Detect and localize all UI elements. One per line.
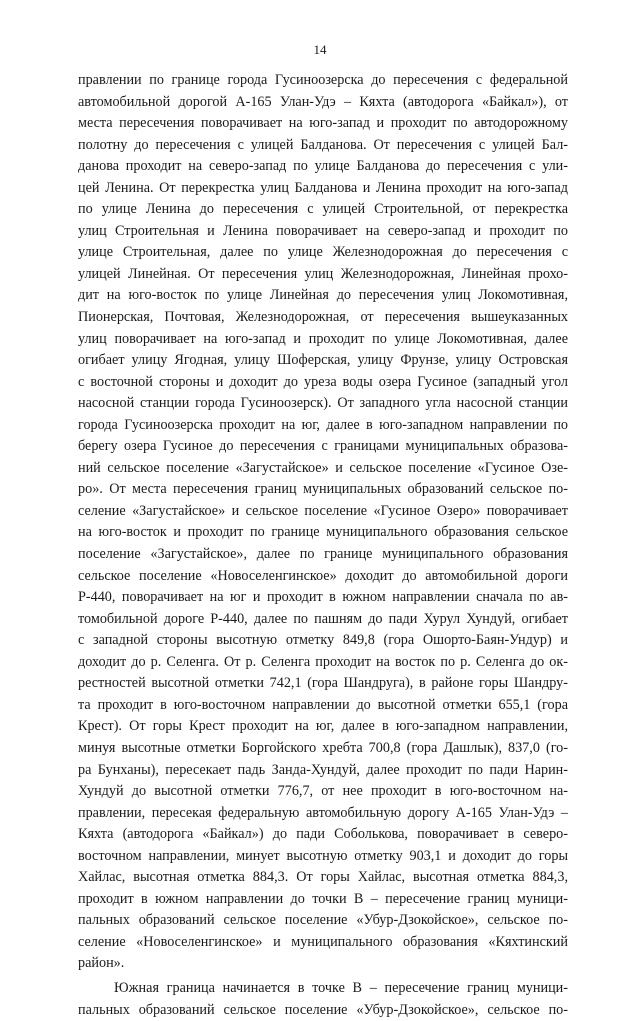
text-line: дит на юго-восток по улице Линейная до пересечения улиц Локомотивная, xyxy=(78,287,568,304)
text-line: улице Строительная, далее по улице Железнодорожная до пересечения с xyxy=(78,244,568,261)
text-line: правлении по границе города Гусиноозерска до пересечения с федеральной xyxy=(78,72,568,88)
text-line: насосной станции города Гусиноозерск). От западного угла насосной станции xyxy=(78,395,568,412)
text-line: пальных образований сельское поселение «Убур-Дзокойское», сельское по- xyxy=(78,1001,568,1018)
text-line: ра Бунханы), пересекает падь Занда-Хундуй, далее проходит по пади Нарин- xyxy=(78,761,568,778)
text-line: по улице Ленина до пересечения с улицей Строительной, от перекрестка xyxy=(78,201,568,218)
text-line: селение «Новоселенгинское» и муниципального образования «Кяхтинский xyxy=(78,933,568,950)
text-line: берегу озера Гусиное до пересечения с границами муниципальных образова- xyxy=(78,438,568,455)
text-line: ро». От места пересечения границ муниципальных образований сельское по- xyxy=(78,481,568,498)
text-line: восточном направлении, минует высотную отметку 903,1 и доходит до горы xyxy=(78,847,568,864)
page-number: 14 xyxy=(313,42,327,57)
text-line: цей Ленина. От перекрестка улиц Балданова и Ленина проходит на юго-запад xyxy=(78,179,568,196)
text-line: улицей Линейная. От пересечения улиц Железнодорожная, Линейная прохо- xyxy=(78,265,568,282)
text-line: на юго-восток и проходит по границе муниципального образования сельское xyxy=(78,524,568,541)
text-line: с западной стороны высотную отметку 849,8 (гора Ошорто-Баян-Ундур) и xyxy=(78,632,568,649)
text-line: Пионерская, Почтовая, Железнодорожная, от пересечения вышеуказанных xyxy=(78,309,568,326)
text-line: проходит в южном направлении до точки В – пересечение границ муници- xyxy=(78,890,568,907)
text-line: район». xyxy=(78,955,125,972)
text-line: улиц Строительная и Ленина поворачивает на северо-запад и проходит по xyxy=(78,222,568,239)
text-line: сельское поселение «Новоселенгинское» доходит до автомобильной дороги xyxy=(78,567,568,584)
text-line: доходит до р. Селенга. От р. Селенга проходит на восток по р. Селенга до ок- xyxy=(78,653,568,670)
text-line: Южная граница начинается в точке В – пересечение границ муници- xyxy=(114,979,568,996)
text-line: правлении, пересекая федеральную автомобильную дорогу А-165 Улан-Удэ – xyxy=(78,804,568,821)
paragraph xyxy=(78,70,568,975)
text-line: места пересечения поворачивает на юго-запад и проходит по автодорожному xyxy=(78,115,568,132)
paragraph xyxy=(78,975,568,1021)
text-line: полотну до пересечения с улицей Балданова. От пересечения с улицей Бал- xyxy=(78,136,568,153)
text-line: ний сельское поселение «Загустайское» и сельское поселение «Гусиное Озе- xyxy=(78,459,568,476)
text-line: томобильной дороге Р-440, далее по пашням до пади Хурул Хундуй, огибает xyxy=(78,610,568,627)
text-line: рестностей высотной отметки 742,1 (гора Шандруга), в районе горы Шандру- xyxy=(78,675,568,692)
text-line: Р-440, поворачивает на юг и проходит в южном направлении сначала по ав- xyxy=(78,589,568,606)
body-text xyxy=(78,70,568,1021)
text-line: Хундуй до высотной отметки 776,7, от нее проходит в юго-восточном на- xyxy=(78,783,568,800)
text-line: с восточной стороны и доходит до уреза воды озера Гусиное (западный угол xyxy=(78,373,568,390)
text-line: улиц поворачивает на юго-запад и проходит по улице Локомотивная, далее xyxy=(78,330,568,347)
text-line: пальных образований сельское поселение «Убур-Дзокойское», сельское по- xyxy=(78,912,568,929)
text-line: Хайлас, высотная отметка 884,3. От горы Хайлас, высотная отметка 884,3, xyxy=(78,869,568,886)
text-line: города Гусиноозерска проходит на юг, далее в юго-западном направлении по xyxy=(78,416,568,433)
text-line: поселение «Загустайское», далее по границе муниципального образования xyxy=(78,546,568,563)
text-line: данова проходит на северо-запад по улице Балданова до пересечения с ули- xyxy=(78,158,568,175)
text-line: та проходит в юго-восточном направлении до высотной отметки 655,1 (гора xyxy=(78,696,568,713)
text-line: селение «Загустайское» и сельское поселение «Гусиное Озеро» поворачивает xyxy=(78,502,568,519)
text-line: минуя высотные отметки Боргойского хребта 700,8 (гора Дашлык), 837,0 (го- xyxy=(78,739,568,756)
text-line: Крест). От горы Крест проходит на юг, далее в юго-западном направлении, xyxy=(78,718,568,735)
text-line: Кяхта (автодорога «Байкал») до пади Соболькова, поворачивает в северо- xyxy=(78,826,568,843)
text-line: огибает улицу Ягодная, улицу Шоферская, улицу Фрунзе, улицу Островская xyxy=(78,352,568,369)
text-line: автомобильной дорогой А-165 Улан-Удэ – Кяхта (автодорога «Байкал»), от xyxy=(78,93,568,110)
